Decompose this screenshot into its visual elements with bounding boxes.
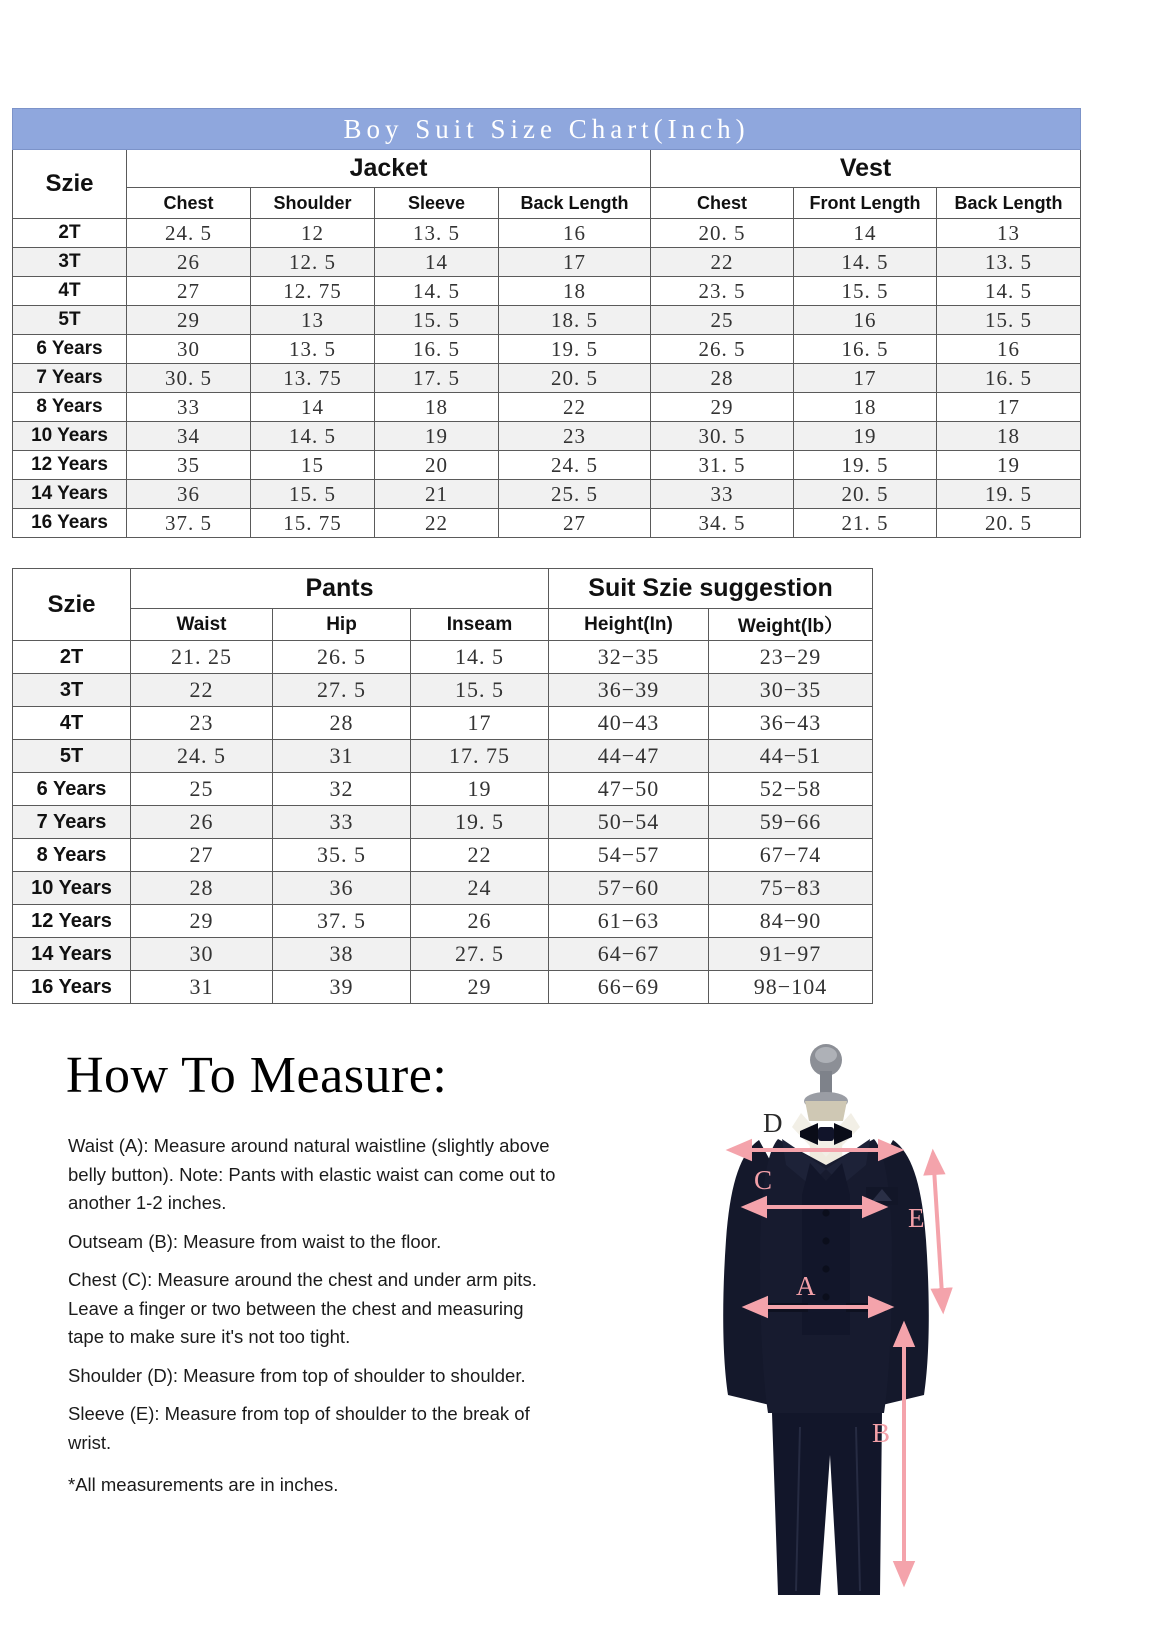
cell-jacket-chest: 34 <box>127 422 251 451</box>
cell-height: 66−69 <box>549 971 709 1004</box>
cell-hip: 36 <box>273 872 411 905</box>
cell-jacket-chest: 26 <box>127 248 251 277</box>
group-header-pants: Pants <box>131 569 549 609</box>
cell-weight: 59−66 <box>709 806 873 839</box>
cell-jacket-shoulder: 13 <box>251 306 375 335</box>
cell-waist: 24. 5 <box>131 740 273 773</box>
row-size-label: 16 Years <box>13 971 131 1004</box>
col-header-inseam: Inseam <box>411 609 549 641</box>
cell-jacket-back-length: 24. 5 <box>499 451 651 480</box>
col-header-vest-chest: Chest <box>651 188 794 219</box>
cell-jacket-shoulder: 12. 75 <box>251 277 375 306</box>
table-row <box>13 480 1081 509</box>
cell-weight: 30−35 <box>709 674 873 707</box>
cell-vest-chest: 28 <box>651 364 794 393</box>
group-header-row <box>13 569 873 609</box>
cell-waist: 27 <box>131 839 273 872</box>
cell-jacket-sleeve: 13. 5 <box>375 219 499 248</box>
pants <box>772 1413 882 1595</box>
cell-jacket-back-length: 18 <box>499 277 651 306</box>
cell-waist: 30 <box>131 938 273 971</box>
col-header-vest-back-length: Back Length <box>937 188 1081 219</box>
cell-jacket-shoulder: 14 <box>251 393 375 422</box>
cell-vest-back-length: 19. 5 <box>937 480 1081 509</box>
row-size-label: 16 Years <box>13 509 127 538</box>
col-header-vest-front-length: Front Length <box>794 188 937 219</box>
cell-jacket-chest: 29 <box>127 306 251 335</box>
cell-waist: 28 <box>131 872 273 905</box>
col-header-jacket-shoulder: Shoulder <box>251 188 375 219</box>
row-size-label: 10 Years <box>13 422 127 451</box>
cell-hip: 28 <box>273 707 411 740</box>
sub-header-row <box>13 609 873 641</box>
cell-jacket-shoulder: 15. 75 <box>251 509 375 538</box>
table-row <box>13 839 873 872</box>
table-row <box>13 905 873 938</box>
cell-weight: 98−104 <box>709 971 873 1004</box>
measure-instruction-outseam: Outseam (B): Measure from waist to the floor. <box>68 1230 442 1252</box>
cell-inseam: 14. 5 <box>411 641 549 674</box>
cell-jacket-back-length: 25. 5 <box>499 480 651 509</box>
cell-height: 32−35 <box>549 641 709 674</box>
cell-jacket-back-length: 27 <box>499 509 651 538</box>
sub-header-row <box>13 188 1081 219</box>
cell-jacket-back-length: 20. 5 <box>499 364 651 393</box>
measure-instruction-chest: Chest (C): Measure around the chest and under arm pits. Leave a finger or two between the chest and measuring tape to make sure it's not too tight. <box>68 1269 537 1347</box>
jacket-vest-table-container <box>12 108 1080 538</box>
group-header-suit-suggestion: Suit Szie suggestion <box>549 569 873 609</box>
cell-weight: 75−83 <box>709 872 873 905</box>
row-size-label: 6 Years <box>13 773 131 806</box>
cell-vest-chest: 29 <box>651 393 794 422</box>
cell-jacket-back-length: 23 <box>499 422 651 451</box>
cell-vest-chest: 23. 5 <box>651 277 794 306</box>
cell-vest-front-length: 18 <box>794 393 937 422</box>
cell-hip: 26. 5 <box>273 641 411 674</box>
table-row <box>13 740 873 773</box>
jacket-vest-table <box>12 108 1081 538</box>
cell-waist: 22 <box>131 674 273 707</box>
cell-weight: 84−90 <box>709 905 873 938</box>
cell-jacket-shoulder: 13. 5 <box>251 335 375 364</box>
suit-measurement-diagram <box>660 1035 990 1615</box>
cell-hip: 39 <box>273 971 411 1004</box>
table-row <box>13 248 1081 277</box>
cell-vest-back-length: 19 <box>937 451 1081 480</box>
cell-jacket-chest: 27 <box>127 277 251 306</box>
cell-vest-back-length: 18 <box>937 422 1081 451</box>
cell-vest-front-length: 19. 5 <box>794 451 937 480</box>
cell-jacket-shoulder: 12 <box>251 219 375 248</box>
cell-vest-front-length: 16 <box>794 306 937 335</box>
row-size-label: 4T <box>13 707 131 740</box>
cell-vest-chest: 33 <box>651 480 794 509</box>
cell-waist: 25 <box>131 773 273 806</box>
table-row <box>13 422 1081 451</box>
cell-vest-chest: 20. 5 <box>651 219 794 248</box>
cell-waist: 26 <box>131 806 273 839</box>
cell-vest-front-length: 19 <box>794 422 937 451</box>
cell-vest-back-length: 17 <box>937 393 1081 422</box>
pants-suggestion-table-container <box>12 568 872 1004</box>
cell-height: 36−39 <box>549 674 709 707</box>
table-row <box>13 806 873 839</box>
cell-jacket-shoulder: 13. 75 <box>251 364 375 393</box>
cell-inseam: 22 <box>411 839 549 872</box>
cell-vest-chest: 25 <box>651 306 794 335</box>
cell-jacket-back-length: 19. 5 <box>499 335 651 364</box>
table-row <box>13 451 1081 480</box>
cell-height: 57−60 <box>549 872 709 905</box>
cell-jacket-sleeve: 17. 5 <box>375 364 499 393</box>
cell-jacket-sleeve: 14 <box>375 248 499 277</box>
measure-footnote: *All measurements are in inches. <box>68 1474 339 1495</box>
cell-vest-chest: 26. 5 <box>651 335 794 364</box>
table-row <box>13 971 873 1004</box>
cell-inseam: 19. 5 <box>411 806 549 839</box>
cell-height: 64−67 <box>549 938 709 971</box>
cell-jacket-sleeve: 18 <box>375 393 499 422</box>
row-size-label: 6 Years <box>13 335 127 364</box>
cell-weight: 36−43 <box>709 707 873 740</box>
cell-waist: 29 <box>131 905 273 938</box>
cell-weight: 91−97 <box>709 938 873 971</box>
table-row <box>13 364 1081 393</box>
cell-vest-front-length: 20. 5 <box>794 480 937 509</box>
cell-inseam: 27. 5 <box>411 938 549 971</box>
mannequin-shoulder-block <box>805 1101 847 1121</box>
label-waist-a: A <box>796 1271 816 1301</box>
label-chest-c: C <box>754 1165 773 1195</box>
table-title-row <box>13 109 1081 150</box>
cell-vest-back-length: 16. 5 <box>937 364 1081 393</box>
cell-jacket-back-length: 18. 5 <box>499 306 651 335</box>
cell-inseam: 17 <box>411 707 549 740</box>
row-size-label: 8 Years <box>13 393 127 422</box>
row-size-label: 7 Years <box>13 364 127 393</box>
row-size-label: 7 Years <box>13 806 131 839</box>
cell-vest-back-length: 14. 5 <box>937 277 1081 306</box>
cell-jacket-back-length: 22 <box>499 393 651 422</box>
table-row <box>13 393 1081 422</box>
cell-hip: 33 <box>273 806 411 839</box>
vest <box>802 1163 850 1335</box>
cell-vest-back-length: 16 <box>937 335 1081 364</box>
table-row <box>13 938 873 971</box>
vest-button <box>822 1209 829 1216</box>
cell-vest-front-length: 15. 5 <box>794 277 937 306</box>
group-header-jacket: Jacket <box>127 150 651 188</box>
cell-jacket-sleeve: 16. 5 <box>375 335 499 364</box>
cell-inseam: 24 <box>411 872 549 905</box>
cell-jacket-shoulder: 15 <box>251 451 375 480</box>
col-header-weight: Weight(lb） <box>709 609 873 641</box>
cell-jacket-chest: 30. 5 <box>127 364 251 393</box>
cell-jacket-chest: 36 <box>127 480 251 509</box>
cell-waist: 21. 25 <box>131 641 273 674</box>
cell-jacket-chest: 24. 5 <box>127 219 251 248</box>
cell-waist: 23 <box>131 707 273 740</box>
cell-jacket-back-length: 16 <box>499 219 651 248</box>
row-size-label: 3T <box>13 248 127 277</box>
how-to-measure-text <box>68 1132 560 1500</box>
label-outseam-b: B <box>872 1418 891 1448</box>
col-header-jacket-chest: Chest <box>127 188 251 219</box>
cell-vest-front-length: 14 <box>794 219 937 248</box>
cell-vest-chest: 30. 5 <box>651 422 794 451</box>
row-size-label: 8 Years <box>13 839 131 872</box>
col-header-hip: Hip <box>273 609 411 641</box>
cell-jacket-chest: 33 <box>127 393 251 422</box>
row-size-label: 10 Years <box>13 872 131 905</box>
cell-weight: 44−51 <box>709 740 873 773</box>
cell-vest-front-length: 17 <box>794 364 937 393</box>
table-row <box>13 773 873 806</box>
cell-jacket-chest: 30 <box>127 335 251 364</box>
measure-instruction-sleeve: Sleeve (E): Measure from top of shoulder to the break of wrist. <box>68 1403 530 1453</box>
cell-hip: 31 <box>273 740 411 773</box>
cell-hip: 37. 5 <box>273 905 411 938</box>
col-header-height: Height(In) <box>549 609 709 641</box>
table-row <box>13 872 873 905</box>
row-size-label: 12 Years <box>13 905 131 938</box>
cell-inseam: 29 <box>411 971 549 1004</box>
label-shoulder-d: D <box>763 1108 783 1138</box>
cell-height: 50−54 <box>549 806 709 839</box>
label-sleeve-e: E <box>908 1203 925 1233</box>
how-to-measure-heading: How To Measure: <box>66 1047 448 1104</box>
table-row <box>13 277 1081 306</box>
group-header-row <box>13 150 1081 188</box>
cell-jacket-sleeve: 22 <box>375 509 499 538</box>
cell-hip: 32 <box>273 773 411 806</box>
row-size-label: 14 Years <box>13 938 131 971</box>
cell-hip: 35. 5 <box>273 839 411 872</box>
table-row <box>13 641 873 674</box>
table-row <box>13 306 1081 335</box>
col-header-jacket-sleeve: Sleeve <box>375 188 499 219</box>
size-column-header: Szie <box>13 150 127 219</box>
cell-hip: 27. 5 <box>273 674 411 707</box>
cell-hip: 38 <box>273 938 411 971</box>
cell-jacket-chest: 35 <box>127 451 251 480</box>
cell-weight: 67−74 <box>709 839 873 872</box>
cell-inseam: 15. 5 <box>411 674 549 707</box>
cell-vest-back-length: 13. 5 <box>937 248 1081 277</box>
cell-inseam: 19 <box>411 773 549 806</box>
cell-vest-chest: 31. 5 <box>651 451 794 480</box>
row-size-label: 3T <box>13 674 131 707</box>
cell-inseam: 17. 75 <box>411 740 549 773</box>
col-header-jacket-back-length: Back Length <box>499 188 651 219</box>
cell-jacket-back-length: 17 <box>499 248 651 277</box>
measure-instruction-waist: Waist (A): Measure around natural waistline (slightly above belly button). Note: Pants with elastic waist can come out to another 1-2 inches. <box>68 1135 556 1213</box>
row-size-label: 14 Years <box>13 480 127 509</box>
cell-waist: 31 <box>131 971 273 1004</box>
cell-jacket-sleeve: 21 <box>375 480 499 509</box>
table-row <box>13 335 1081 364</box>
suit-illustration <box>660 1035 990 1615</box>
cell-jacket-shoulder: 14. 5 <box>251 422 375 451</box>
vest-button <box>822 1265 829 1272</box>
cell-vest-back-length: 15. 5 <box>937 306 1081 335</box>
cell-vest-chest: 22 <box>651 248 794 277</box>
cell-height: 44−47 <box>549 740 709 773</box>
cell-vest-front-length: 14. 5 <box>794 248 937 277</box>
chart-title: Boy Suit Size Chart(Inch) <box>13 109 1081 150</box>
row-size-label: 12 Years <box>13 451 127 480</box>
cell-inseam: 26 <box>411 905 549 938</box>
cell-jacket-sleeve: 14. 5 <box>375 277 499 306</box>
measure-instruction-shoulder: Shoulder (D): Measure from top of shoulder to shoulder. <box>68 1364 526 1386</box>
row-size-label: 5T <box>13 306 127 335</box>
table-row <box>13 707 873 740</box>
arrow-sleeve-e <box>933 1153 943 1310</box>
cell-jacket-sleeve: 15. 5 <box>375 306 499 335</box>
cell-height: 40−43 <box>549 707 709 740</box>
cell-height: 54−57 <box>549 839 709 872</box>
table-row <box>13 674 873 707</box>
cell-weight: 23−29 <box>709 641 873 674</box>
group-header-vest: Vest <box>651 150 1081 188</box>
cell-jacket-shoulder: 12. 5 <box>251 248 375 277</box>
size-column-header: Szie <box>13 569 131 641</box>
table-row <box>13 219 1081 248</box>
col-header-waist: Waist <box>131 609 273 641</box>
pants-suggestion-table <box>12 568 873 1004</box>
cell-vest-back-length: 13 <box>937 219 1081 248</box>
cell-jacket-sleeve: 19 <box>375 422 499 451</box>
row-size-label: 4T <box>13 277 127 306</box>
row-size-label: 5T <box>13 740 131 773</box>
cell-height: 61−63 <box>549 905 709 938</box>
table-row <box>13 509 1081 538</box>
cell-jacket-sleeve: 20 <box>375 451 499 480</box>
cell-vest-chest: 34. 5 <box>651 509 794 538</box>
row-size-label: 2T <box>13 219 127 248</box>
cell-height: 47−50 <box>549 773 709 806</box>
cell-jacket-shoulder: 15. 5 <box>251 480 375 509</box>
cell-weight: 52−58 <box>709 773 873 806</box>
vest-button <box>822 1293 829 1300</box>
cell-vest-back-length: 20. 5 <box>937 509 1081 538</box>
cell-vest-front-length: 21. 5 <box>794 509 937 538</box>
cell-jacket-chest: 37. 5 <box>127 509 251 538</box>
row-size-label: 2T <box>13 641 131 674</box>
vest-button <box>822 1237 829 1244</box>
cell-vest-front-length: 16. 5 <box>794 335 937 364</box>
